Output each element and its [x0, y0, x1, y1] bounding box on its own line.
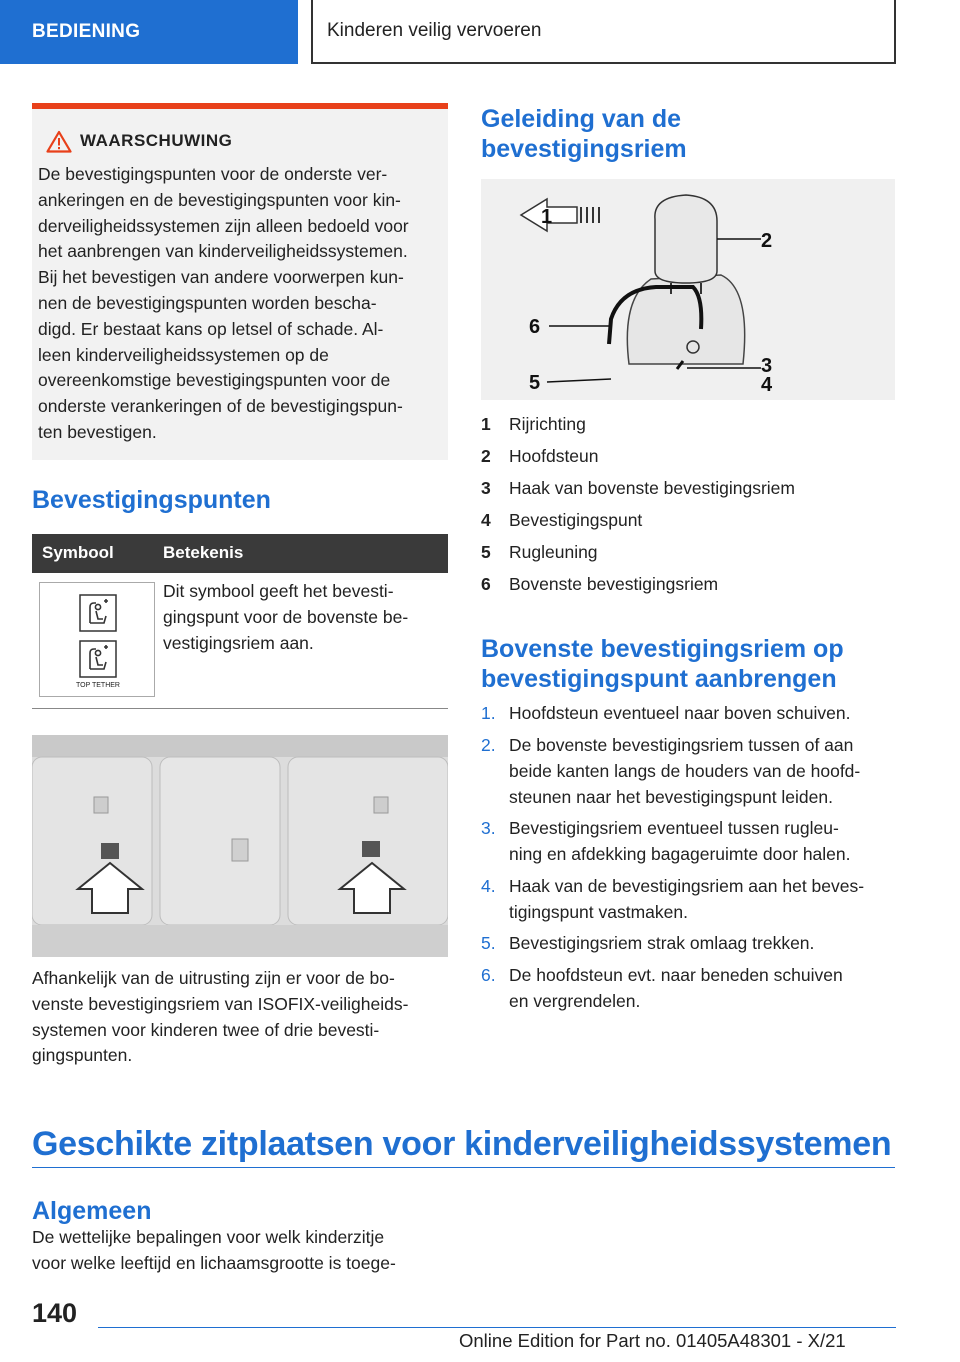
heading-algemeen: Algemeen — [32, 1197, 152, 1225]
step-item: 2. De bovenste bevestigingsriem tussen of aan beide kanten langs de houders van de hoofd- steunen naar het bevestigingspunt leiden. — [481, 734, 861, 807]
heading-aanbrengen: Bovenste bevestigingsriem op bevestigingspunt aanbrengen — [481, 635, 844, 693]
callout-3: 3 — [761, 355, 773, 377]
symbol-table-header — [32, 534, 448, 573]
heading-geschikte-zitplaatsen: Geschikte zitplaatsen voor kinderveiligheidssystemen — [32, 1125, 892, 1163]
legend-item: 3 Haak van bovenste bevestigingsriem — [481, 478, 795, 498]
col-header-betekenis: Betekenis — [163, 543, 244, 562]
anchor-points-paragraph: Afhankelijk van de uitrusting zijn er voor de bo- venste bevestigingsriem van ISOFIX-veiligheids- systemen voor kinderen twee of drie bevesti- gingspunten. — [32, 968, 409, 1066]
algemeen-paragraph: De wettelijke bepalingen voor welk kinderzitje voor welke leeftijd en lichaamsgrootte is toege- — [32, 1227, 396, 1273]
callout-5: 5 — [529, 372, 541, 394]
top-tether-icon — [40, 583, 154, 696]
col-header-symbool: Symbool — [42, 543, 114, 562]
step-item: 3. Bevestigingsriem eventueel tussen rugleu- ning en afdekking bagageruimte door halen. — [481, 818, 851, 864]
step-item: 6. De hoofdsteun evt. naar beneden schuiven en vergrendelen. — [481, 964, 843, 1011]
step-item: 5. Bevestigingsriem strak omlaag trekken. — [481, 933, 815, 953]
callout-6: 6 — [529, 316, 541, 338]
legend-item: 2 Hoofdsteun — [481, 446, 599, 466]
figure-legend — [481, 410, 895, 602]
step-item: 1. Hoofdsteun eventueel naar boven schuiven. — [481, 703, 851, 723]
warning-triangle-icon — [46, 130, 72, 153]
heading-bevestigingspunten: Bevestigingspunten — [32, 486, 271, 514]
top-tether-caption: TOP TETHER — [76, 682, 120, 689]
step-item: 4. Haak van de bevestigingsriem aan het beves- tigingspunt vastmaken. — [481, 875, 865, 922]
heading-geleiding: Geleiding van de bevestigingsriem — [481, 105, 687, 163]
rear-seat-anchor-photo — [32, 735, 448, 957]
tether-routing-figure — [481, 179, 895, 400]
legend-item: 4 Bevestigingspunt — [481, 510, 643, 530]
callout-2: 2 — [761, 230, 773, 252]
callout-1: 1 — [541, 206, 553, 228]
footer-edition: Online Edition for Part no. 01405A48301 - X/21 — [459, 1330, 846, 1351]
installation-steps — [481, 700, 901, 1019]
header-chapter-title: Kinderen veilig vervoeren — [311, 0, 896, 64]
footer-rule — [98, 1327, 896, 1328]
heading-rule — [32, 1167, 895, 1168]
callout-4: 4 — [761, 374, 773, 396]
header-section-tab: BEDIENING — [0, 0, 298, 64]
symbol-meaning-text: Dit symbool geeft het bevesti- gingspunt voor de bovenste be- vestigingsriem aan. — [163, 581, 409, 653]
top-tether-symbol-cell — [39, 582, 155, 697]
legend-item: 1 Rijrichting — [481, 414, 586, 434]
warning-text: De bevestigingspunten voor de onderste ver- ankeringen en de bevestigingspunten voor kin- derveiligheidssystemen zijn alleen bedoeld voor het aanbrengen van kinderveiligheidssystemen. Bij het bevestigen van andere voorwerpen kun- nen de bevestigingspunten worden bescha- digd. Er bestaat kans op letsel of schade. Al- leen kinderveiligheidssystemen op de overeenkomstige bevestigingspunten voor de onderste verankeringen of de bevestigingspun- ten bevestigen. — [38, 164, 409, 442]
legend-item: 5 Rugleuning — [481, 542, 598, 562]
warning-title: WAARSCHUWING — [80, 131, 233, 150]
page-number: 140 — [32, 1298, 78, 1328]
legend-item: 6 Bovenste bevestigingsriem — [481, 574, 719, 594]
table-bottom-rule — [32, 708, 448, 709]
